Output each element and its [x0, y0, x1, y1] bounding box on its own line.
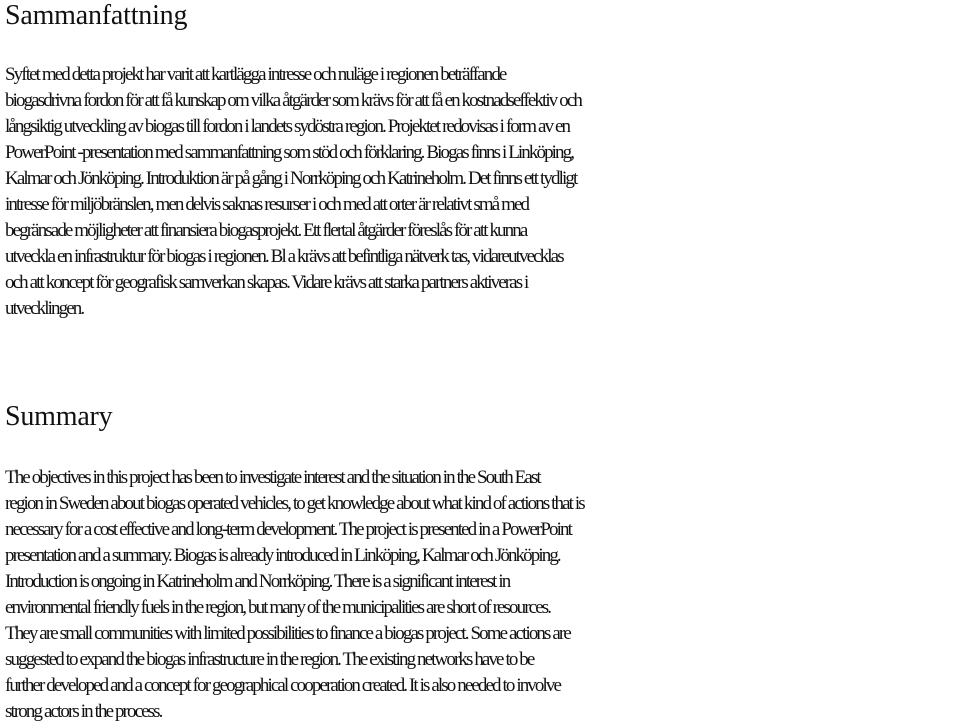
text-line: strong actors in the process. [5, 701, 162, 722]
english-summary-paragraph [5, 465, 960, 725]
text-line: presentation and a summary. Biogas is already introduced in Linköping, Kalmar och Jönköping. [5, 545, 560, 566]
text-line: environmental friendly fuels in the region, but many of the municipalities are short of resources. [5, 597, 551, 618]
text-line: region in Sweden about biogas operated vehicles, to get knowledge about what kind of actions that is [5, 493, 584, 514]
text-line: suggested to expand the biogas infrastructure in the region. The existing networks have to be [5, 649, 534, 670]
text-line: långsiktig utveckling av biogas till fordon i landets sydöstra region. Projektet redovisas i form av en [5, 116, 570, 137]
text-line: Kalmar och Jönköping. Introduktion är på gång i Norrköping och Katrineholm. Det finns ett tydligt [5, 168, 577, 189]
text-line: further developed and a concept for geographical cooperation created. It is also needed to involve [5, 675, 561, 696]
text-line: Syftet med detta projekt har varit att kartlägga intresse och nuläge i regionen beträffande [5, 64, 506, 85]
section-heading-swedish: Sammanfattning [5, 0, 188, 31]
text-line: och att koncept för geografisk samverkan skapas. Vidare krävs att starka partners aktiveras i [5, 272, 528, 293]
text-line: PowerPoint -presentation med sammanfattning som stöd och förklaring. Biogas finns i Linköping, [5, 142, 574, 163]
section-heading-english: Summary [5, 401, 113, 432]
text-line: They are small communities with limited possibilities to finance a biogas project. Some actions are [5, 623, 570, 644]
text-line: utveckla en infrastruktur för biogas i regionen. Bl a krävs att befintliga nätverk tas, vidareutvecklas [5, 246, 563, 267]
text-line: begränsade möjligheter att finansiera biogasprojekt. Ett flertal åtgärder föreslås för att kunna [5, 220, 527, 241]
text-line: utvecklingen. [5, 298, 84, 319]
swedish-summary-paragraph [5, 62, 960, 322]
text-line: intresse för miljöbränslen, men delvis saknas resurser i och med att orter är relativt små med [5, 194, 529, 215]
text-line: biogasdrivna fordon för att få kunskap om vilka åtgärder som krävs för att få en kostnadseffektiv och [5, 90, 581, 111]
text-line: Introduction is ongoing in Katrineholm and Norrköping. There is a significant interest in [5, 571, 510, 592]
text-line: necessary for a cost effective and long-term development. The project is presented in a PowerPoint [5, 519, 571, 540]
text-line: The objectives in this project has been to investigate interest and the situation in the South East [5, 467, 540, 488]
